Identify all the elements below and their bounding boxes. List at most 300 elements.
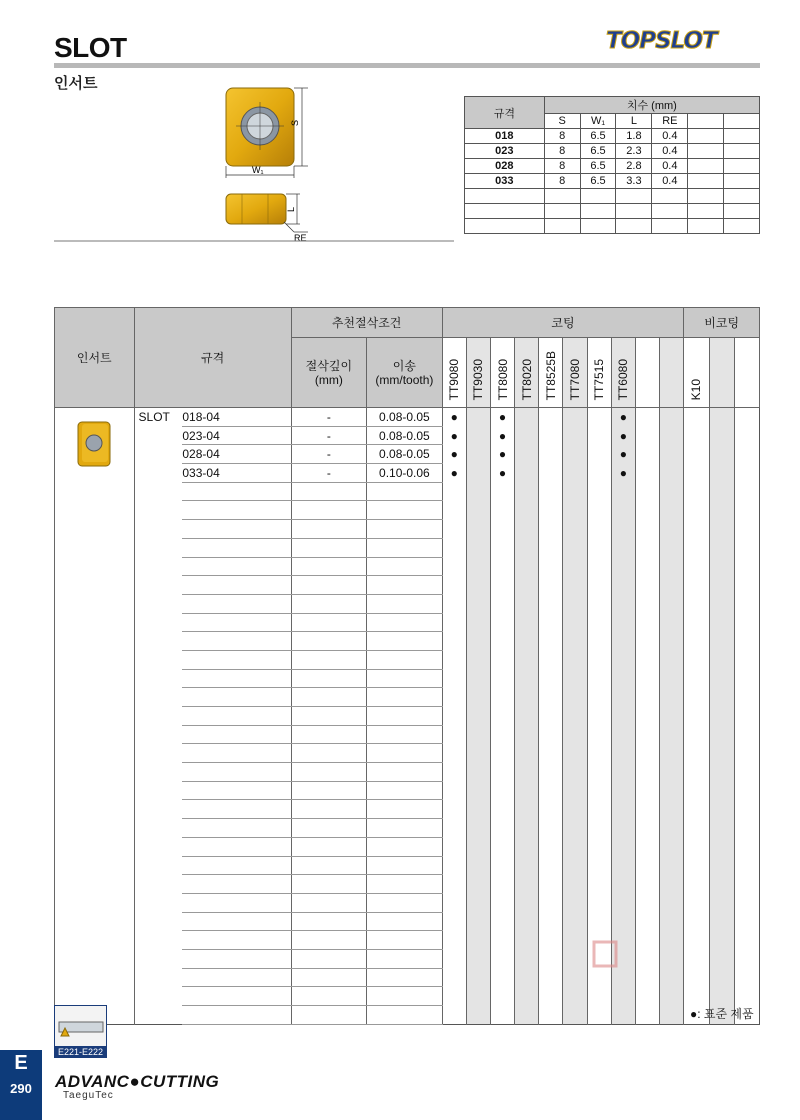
- availability-cell: [587, 501, 611, 520]
- table-row: [55, 520, 760, 539]
- availability-cell: [660, 520, 684, 539]
- availability-cell: [635, 856, 659, 875]
- availability-cell: [684, 482, 709, 501]
- availability-cell: [734, 819, 759, 838]
- availability-cell: [539, 819, 563, 838]
- grade-cell: [182, 688, 291, 707]
- availability-cell: [709, 968, 734, 987]
- availability-cell: [490, 763, 514, 782]
- availability-cell: [734, 576, 759, 595]
- availability-cell: [442, 538, 466, 557]
- availability-cell: [539, 482, 563, 501]
- availability-cell: [684, 912, 709, 931]
- availability-cell: [490, 800, 514, 819]
- availability-cell: [709, 445, 734, 464]
- availability-cell: [734, 464, 759, 483]
- availability-cell: [611, 800, 635, 819]
- availability-cell: [515, 987, 539, 1006]
- availability-cell: [539, 707, 563, 726]
- availability-cell: [587, 819, 611, 838]
- availability-cell: [684, 707, 709, 726]
- availability-cell: ●: [611, 408, 635, 427]
- table-row: [55, 837, 760, 856]
- availability-cell: [563, 557, 587, 576]
- availability-cell: [611, 987, 635, 1006]
- table-row: [55, 669, 760, 688]
- topslot-logo: [600, 26, 760, 62]
- availability-cell: [442, 800, 466, 819]
- logo-text: TOPSLOT: [606, 28, 717, 54]
- availability-cell: [709, 482, 734, 501]
- feed-cell: [367, 576, 443, 595]
- availability-cell: [709, 557, 734, 576]
- availability-cell: [660, 650, 684, 669]
- availability-cell: [442, 837, 466, 856]
- grade-cell: [182, 781, 291, 800]
- table-row: [55, 408, 760, 427]
- availability-cell: [734, 594, 759, 613]
- table-row: [55, 707, 760, 726]
- page-number: 290: [10, 1081, 32, 1096]
- depth-cell: [291, 501, 367, 520]
- availability-cell: [684, 426, 709, 445]
- availability-cell: [684, 931, 709, 950]
- availability-cell: [539, 987, 563, 1006]
- availability-cell: [635, 408, 659, 427]
- table-row: [55, 781, 760, 800]
- availability-cell: [734, 632, 759, 651]
- availability-cell: [635, 426, 659, 445]
- availability-cell: [734, 482, 759, 501]
- availability-cell: [563, 725, 587, 744]
- availability-cell: [587, 725, 611, 744]
- availability-cell: ●: [442, 426, 466, 445]
- grade-cell: [182, 1006, 291, 1025]
- depth-cell: [291, 613, 367, 632]
- availability-cell: [734, 613, 759, 632]
- availability-cell: [660, 837, 684, 856]
- table-row: [55, 1006, 760, 1025]
- availability-cell: [563, 856, 587, 875]
- availability-cell: [709, 408, 734, 427]
- availability-cell: [539, 1006, 563, 1025]
- availability-cell: [490, 557, 514, 576]
- availability-cell: [442, 707, 466, 726]
- availability-cell: [587, 837, 611, 856]
- availability-cell: [539, 781, 563, 800]
- availability-cell: [734, 949, 759, 968]
- table-row: [55, 912, 760, 931]
- feed-cell: [367, 520, 443, 539]
- availability-cell: [515, 931, 539, 950]
- feed-cell: [367, 763, 443, 782]
- depth-cell: [291, 837, 367, 856]
- availability-cell: [684, 893, 709, 912]
- availability-cell: [515, 800, 539, 819]
- availability-cell: [442, 501, 466, 520]
- availability-cell: [515, 837, 539, 856]
- feed-cell: [367, 1006, 443, 1025]
- availability-cell: [709, 669, 734, 688]
- availability-cell: [660, 987, 684, 1006]
- availability-cell: [466, 707, 490, 726]
- coated-grade-label: TT8080: [495, 358, 510, 400]
- table-row: [55, 464, 760, 483]
- availability-cell: [515, 763, 539, 782]
- availability-cell: [563, 875, 587, 894]
- availability-cell: [442, 949, 466, 968]
- table-row: [55, 445, 760, 464]
- availability-cell: [539, 501, 563, 520]
- availability-cell: [684, 408, 709, 427]
- availability-cell: [709, 781, 734, 800]
- availability-cell: [539, 594, 563, 613]
- availability-cell: [490, 875, 514, 894]
- feed-cell: [367, 538, 443, 557]
- availability-cell: [563, 837, 587, 856]
- availability-cell: ●: [490, 464, 514, 483]
- header-grade-col: [587, 338, 611, 408]
- availability-cell: [490, 669, 514, 688]
- availability-cell: [490, 650, 514, 669]
- availability-cell: [563, 912, 587, 931]
- availability-cell: [442, 763, 466, 782]
- availability-cell: [515, 464, 539, 483]
- availability-cell: [490, 688, 514, 707]
- availability-cell: [515, 632, 539, 651]
- feed-cell: [367, 650, 443, 669]
- coated-grade-label: TT6080: [616, 358, 631, 400]
- availability-cell: [490, 912, 514, 931]
- availability-cell: [563, 819, 587, 838]
- availability-cell: [442, 1006, 466, 1025]
- availability-cell: [466, 557, 490, 576]
- availability-cell: [539, 837, 563, 856]
- dims-col-s: S: [544, 114, 580, 129]
- availability-cell: [563, 650, 587, 669]
- availability-cell: [442, 557, 466, 576]
- availability-cell: [684, 520, 709, 539]
- brand-logo: ADVANC●CUTTING: [55, 1072, 220, 1091]
- availability-cell: [734, 538, 759, 557]
- depth-cell: [291, 707, 367, 726]
- availability-cell: [660, 576, 684, 595]
- availability-cell: [684, 763, 709, 782]
- availability-cell: [587, 482, 611, 501]
- availability-cell: [635, 445, 659, 464]
- grade-cell: [182, 520, 291, 539]
- availability-cell: [563, 987, 587, 1006]
- availability-cell: [587, 1006, 611, 1025]
- availability-cell: [635, 669, 659, 688]
- depth-cell: [291, 538, 367, 557]
- depth-cell: [291, 1006, 367, 1025]
- availability-cell: [539, 632, 563, 651]
- availability-cell: [515, 445, 539, 464]
- availability-cell: ●: [611, 445, 635, 464]
- availability-cell: [466, 408, 490, 427]
- availability-cell: [684, 875, 709, 894]
- availability-cell: [466, 837, 490, 856]
- header-grade-col: [490, 338, 514, 408]
- availability-cell: [442, 669, 466, 688]
- label-re: RE: [294, 233, 307, 243]
- availability-cell: [660, 893, 684, 912]
- availability-cell: [635, 576, 659, 595]
- availability-cell: [490, 613, 514, 632]
- availability-cell: [635, 520, 659, 539]
- availability-cell: [442, 520, 466, 539]
- availability-cell: [515, 576, 539, 595]
- header-grade: 규격: [134, 308, 291, 408]
- availability-cell: [466, 501, 490, 520]
- availability-cell: [709, 875, 734, 894]
- availability-cell: [515, 408, 539, 427]
- availability-cell: [587, 781, 611, 800]
- availability-cell: [709, 987, 734, 1006]
- availability-cell: [709, 912, 734, 931]
- availability-cell: [515, 482, 539, 501]
- depth-cell: [291, 856, 367, 875]
- availability-cell: [539, 875, 563, 894]
- availability-cell: [660, 594, 684, 613]
- availability-cell: [466, 1006, 490, 1025]
- availability-cell: [635, 688, 659, 707]
- availability-cell: [709, 707, 734, 726]
- availability-cell: [709, 837, 734, 856]
- availability-cell: [515, 613, 539, 632]
- availability-cell: [563, 763, 587, 782]
- availability-cell: [660, 464, 684, 483]
- header-uncoated-col: [734, 338, 759, 408]
- availability-cell: [515, 949, 539, 968]
- cutting-conditions-table: [54, 307, 760, 1025]
- availability-cell: [466, 650, 490, 669]
- availability-cell: [563, 707, 587, 726]
- availability-cell: [563, 1006, 587, 1025]
- availability-cell: [635, 594, 659, 613]
- availability-cell: [466, 669, 490, 688]
- availability-cell: [539, 669, 563, 688]
- watermark-logo-icon: [590, 940, 620, 968]
- availability-cell: [684, 594, 709, 613]
- feed-cell: 0.08-0.05: [367, 408, 443, 427]
- availability-cell: [635, 800, 659, 819]
- depth-cell: -: [291, 445, 367, 464]
- availability-cell: [539, 576, 563, 595]
- availability-cell: [466, 613, 490, 632]
- availability-cell: [442, 987, 466, 1006]
- availability-cell: [684, 613, 709, 632]
- availability-cell: [466, 968, 490, 987]
- availability-cell: [684, 445, 709, 464]
- availability-cell: [587, 520, 611, 539]
- table-row: [55, 594, 760, 613]
- availability-cell: [709, 949, 734, 968]
- header-rule: [54, 63, 760, 68]
- availability-cell: [466, 819, 490, 838]
- feed-cell: [367, 987, 443, 1006]
- availability-cell: [442, 688, 466, 707]
- availability-cell: [635, 613, 659, 632]
- availability-cell: [515, 744, 539, 763]
- availability-cell: [734, 781, 759, 800]
- depth-cell: [291, 520, 367, 539]
- availability-cell: [635, 744, 659, 763]
- availability-cell: [587, 576, 611, 595]
- availability-cell: [709, 501, 734, 520]
- availability-cell: [442, 632, 466, 651]
- depth-cell: [291, 482, 367, 501]
- table-row: [55, 613, 760, 632]
- feed-cell: [367, 744, 443, 763]
- table-row: [55, 688, 760, 707]
- availability-cell: [660, 445, 684, 464]
- availability-cell: [563, 501, 587, 520]
- availability-cell: [515, 520, 539, 539]
- feed-cell: [367, 669, 443, 688]
- availability-cell: [442, 576, 466, 595]
- availability-cell: [466, 482, 490, 501]
- feed-cell: [367, 949, 443, 968]
- availability-cell: [709, 800, 734, 819]
- table-row: [55, 501, 760, 520]
- depth-cell: [291, 819, 367, 838]
- feed-cell: 0.08-0.05: [367, 426, 443, 445]
- availability-cell: [490, 725, 514, 744]
- header-insert: 인서트: [55, 308, 135, 408]
- availability-cell: [466, 538, 490, 557]
- table-row: [55, 538, 760, 557]
- availability-cell: [466, 931, 490, 950]
- availability-cell: [442, 968, 466, 987]
- availability-cell: [611, 819, 635, 838]
- feed-cell: [367, 482, 443, 501]
- availability-cell: [442, 613, 466, 632]
- availability-cell: [660, 707, 684, 726]
- grade-cell: [182, 744, 291, 763]
- availability-cell: ●: [490, 426, 514, 445]
- grade-cell: [182, 800, 291, 819]
- header-conditions: 추천절삭조건: [291, 308, 442, 338]
- availability-cell: [442, 893, 466, 912]
- header-grade-col: [635, 338, 659, 408]
- availability-cell: [515, 650, 539, 669]
- availability-cell: [490, 520, 514, 539]
- feed-cell: [367, 912, 443, 931]
- availability-cell: [635, 987, 659, 1006]
- availability-cell: [611, 594, 635, 613]
- availability-cell: [587, 538, 611, 557]
- dims-header-grade: 규격: [465, 97, 545, 129]
- availability-cell: [515, 538, 539, 557]
- feed-cell: [367, 557, 443, 576]
- availability-cell: [635, 538, 659, 557]
- availability-cell: [587, 875, 611, 894]
- table-row: [55, 800, 760, 819]
- grade-cell: [182, 669, 291, 688]
- availability-cell: [490, 576, 514, 595]
- table-row: [55, 482, 760, 501]
- feed-cell: 0.08-0.05: [367, 445, 443, 464]
- grade-cell: [182, 482, 291, 501]
- availability-cell: [635, 557, 659, 576]
- availability-cell: [442, 781, 466, 800]
- availability-cell: [734, 426, 759, 445]
- grade-cell: [182, 968, 291, 987]
- table-row: [55, 819, 760, 838]
- availability-cell: [490, 968, 514, 987]
- availability-cell: [611, 501, 635, 520]
- availability-cell: [635, 482, 659, 501]
- availability-cell: [611, 632, 635, 651]
- availability-cell: [660, 1006, 684, 1025]
- availability-cell: [466, 856, 490, 875]
- header-grade-col: [466, 338, 490, 408]
- availability-cell: [684, 968, 709, 987]
- availability-cell: ●: [490, 445, 514, 464]
- availability-cell: [539, 557, 563, 576]
- availability-cell: [563, 520, 587, 539]
- header-uncoated-col: [709, 338, 734, 408]
- availability-cell: [466, 594, 490, 613]
- availability-cell: [539, 744, 563, 763]
- dims-row: 033 8 6.5 3.3 0.4: [465, 174, 760, 189]
- availability-cell: [490, 837, 514, 856]
- depth-cell: [291, 987, 367, 1006]
- availability-cell: [563, 538, 587, 557]
- availability-cell: [611, 613, 635, 632]
- availability-cell: [490, 819, 514, 838]
- header-grade-col: [563, 338, 587, 408]
- depth-cell: [291, 557, 367, 576]
- coated-grade-label: TT7080: [568, 358, 582, 400]
- availability-cell: [635, 819, 659, 838]
- availability-cell: [611, 1006, 635, 1025]
- availability-cell: ●: [490, 408, 514, 427]
- availability-cell: [563, 632, 587, 651]
- availability-cell: [660, 613, 684, 632]
- availability-cell: [734, 688, 759, 707]
- feed-cell: [367, 837, 443, 856]
- availability-cell: [515, 875, 539, 894]
- availability-cell: [635, 837, 659, 856]
- grade-cell: [182, 856, 291, 875]
- availability-cell: [611, 912, 635, 931]
- availability-cell: [490, 893, 514, 912]
- table-row: [55, 987, 760, 1006]
- availability-cell: [466, 426, 490, 445]
- grade-cell: [182, 987, 291, 1006]
- availability-cell: [587, 893, 611, 912]
- grade-cell: [182, 763, 291, 782]
- availability-cell: [515, 856, 539, 875]
- feed-cell: [367, 819, 443, 838]
- page-subtitle: 인서트: [54, 75, 98, 92]
- cutter-icon: [55, 1006, 106, 1046]
- availability-cell: [442, 744, 466, 763]
- availability-cell: [563, 576, 587, 595]
- availability-cell: [442, 875, 466, 894]
- availability-cell: [539, 464, 563, 483]
- grade-cell: [182, 931, 291, 950]
- feed-cell: [367, 725, 443, 744]
- header-grade-col: [442, 338, 466, 408]
- depth-cell: [291, 688, 367, 707]
- availability-cell: [515, 912, 539, 931]
- table-row: [55, 744, 760, 763]
- availability-cell: [539, 613, 563, 632]
